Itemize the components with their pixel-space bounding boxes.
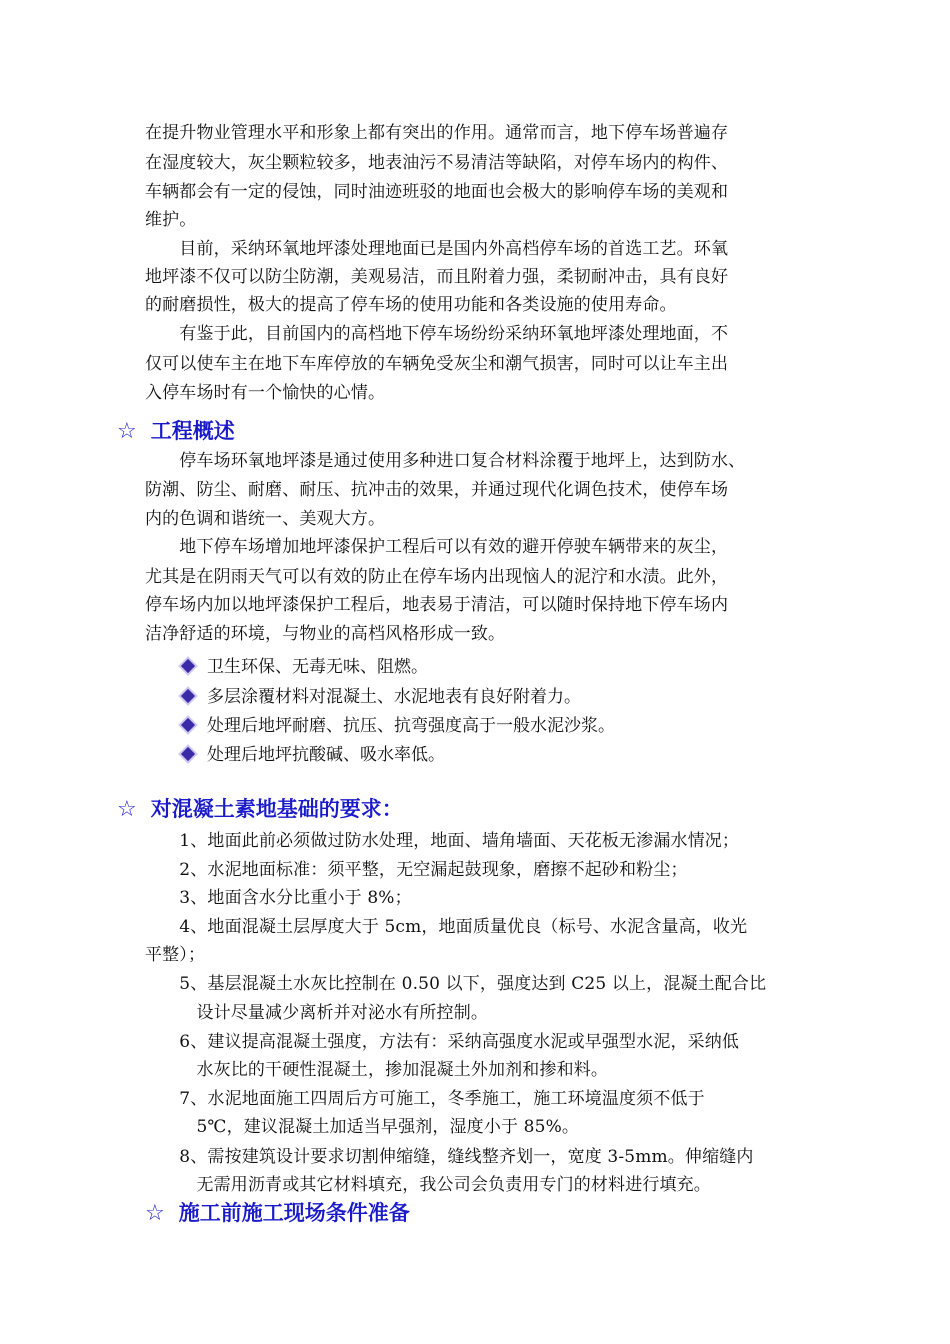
list-item: 3、地面含水分比重小于 8%； (145, 888, 412, 908)
list-item: 5、基层混凝土水灰比控制在 0.50 以下，强度达到 C25 以上，混凝土配合比 (145, 974, 767, 994)
section-heading-preparation (145, 1200, 410, 1226)
paragraph-line: 有鉴于此，目前国内的高档地下停车场纷纷采纳环氧地坪漆处理地面，不 (145, 324, 729, 344)
list-item: 5℃，建议混凝土加适当早强剂，湿度小于 85%。 (145, 1117, 580, 1137)
diamond-bullet-icon (181, 747, 195, 761)
section-title: 工程概述 (150, 419, 235, 443)
list-item (183, 744, 445, 766)
paragraph-line: 地下停车场增加地坪漆保护工程后可以有效的避开停驶车辆带来的灰尘， (145, 537, 729, 557)
paragraph-line: 仅可以使车主在地下车库停放的车辆免受灰尘和潮气损害，同时可以让车主出 (145, 354, 729, 374)
list-item: 7、水泥地面施工四周后方可施工，冬季施工，施工环境温度须不低于 (145, 1089, 705, 1109)
section-heading-requirements (117, 796, 403, 822)
section-heading-overview (117, 418, 235, 444)
list-item: 2、水泥地面标准：须平整，无空漏起鼓现象，磨擦不起砂和粉尘； (145, 860, 688, 880)
list-item-text: 处理后地坪抗酸碱、吸水率低。 (207, 745, 445, 765)
paragraph-line: 内的色调和谐统一、美观大方。 (145, 509, 386, 529)
list-item (183, 715, 615, 737)
list-item-text: 多层涂覆材料对混凝土、水泥地表有良好附着力。 (207, 687, 581, 707)
list-item: 6、建议提高混凝土强度，方法有：采纳高强度水泥或早强型水泥，采纳低 (145, 1032, 740, 1052)
diamond-bullet-icon (181, 689, 195, 703)
paragraph-line: 在湿度较大，灰尘颗粒较多，地表油污不易清洁等缺陷，对停车场内的构件、 (145, 153, 729, 173)
section-title: 对混凝土素地基础的要求： (150, 797, 403, 821)
paragraph-line: 维护。 (145, 210, 197, 230)
star-icon: ☆ (145, 1201, 165, 1226)
list-item: 水灰比的干硬性混凝土，掺加混凝土外加剂和掺和料。 (145, 1060, 609, 1080)
list-item: 设计尽量减少离析并对泌水有所控制。 (145, 1003, 488, 1023)
list-item: 8、需按建筑设计要求切割伸缩缝，缝线整齐划一，宽度 3-5mm。伸缩缝内 (145, 1147, 754, 1167)
paragraph-line: 的耐磨损性，极大的提高了停车场的使用功能和各类设施的使用寿命。 (145, 295, 677, 315)
list-item (183, 686, 581, 708)
diamond-bullet-icon (181, 718, 195, 732)
paragraph-line: 车辆都会有一定的侵蚀，同时油迹班驳的地面也会极大的影响停车场的美观和 (145, 182, 729, 202)
diamond-bullet-icon (181, 659, 195, 673)
paragraph-line: 防潮、防尘、耐磨、耐压、抗冲击的效果，并通过现代化调色技术，使停车场 (145, 480, 729, 500)
paragraph-line: 入停车场时有一个愉快的心情。 (145, 383, 386, 403)
star-icon: ☆ (117, 797, 137, 822)
list-item (183, 656, 428, 678)
list-item: 4、地面混凝土层厚度大于 5cm，地面质量优良（标号、水泥含量高，收光 (145, 917, 748, 937)
paragraph-line: 停车场内加以地坪漆保护工程后，地表易于清洁，可以随时保持地下停车场内 (145, 595, 729, 615)
paragraph-line: 洁净舒适的环境，与物业的高档风格形成一致。 (145, 624, 506, 644)
list-item: 无需用沥青或其它材料填充，我公司会负责用专门的材料进行填充。 (145, 1175, 711, 1195)
paragraph-line: 停车场环氧地坪漆是通过使用多种进口复合材料涂覆于地坪上，达到防水、 (145, 451, 746, 471)
section-title: 施工前施工现场条件准备 (178, 1201, 410, 1225)
list-item-text: 处理后地坪耐磨、抗压、抗弯强度高于一般水泥沙浆。 (207, 716, 615, 736)
list-item-text: 卫生环保、无毒无味、阻燃。 (207, 657, 428, 677)
list-item: 平整）； (145, 945, 206, 965)
paragraph-line: 在提升物业管理水平和形象上都有突出的作用。通常而言，地下停车场普遍存 (145, 123, 729, 143)
list-item: 1、地面此前必须做过防水处理，地面、墙角墙面、天花板无渗漏水情况； (145, 831, 740, 851)
paragraph-line: 尤其是在阴雨天气可以有效的防止在停车场内出现恼人的泥泞和水渍。此外， (145, 567, 729, 587)
paragraph-line: 地坪漆不仅可以防尘防潮，美观易洁，而且附着力强，柔韧耐冲击，具有良好 (145, 267, 729, 287)
paragraph-line: 目前，采纳环氧地坪漆处理地面已是国内外高档停车场的首选工艺。环氧 (145, 239, 729, 259)
star-icon: ☆ (117, 419, 137, 444)
